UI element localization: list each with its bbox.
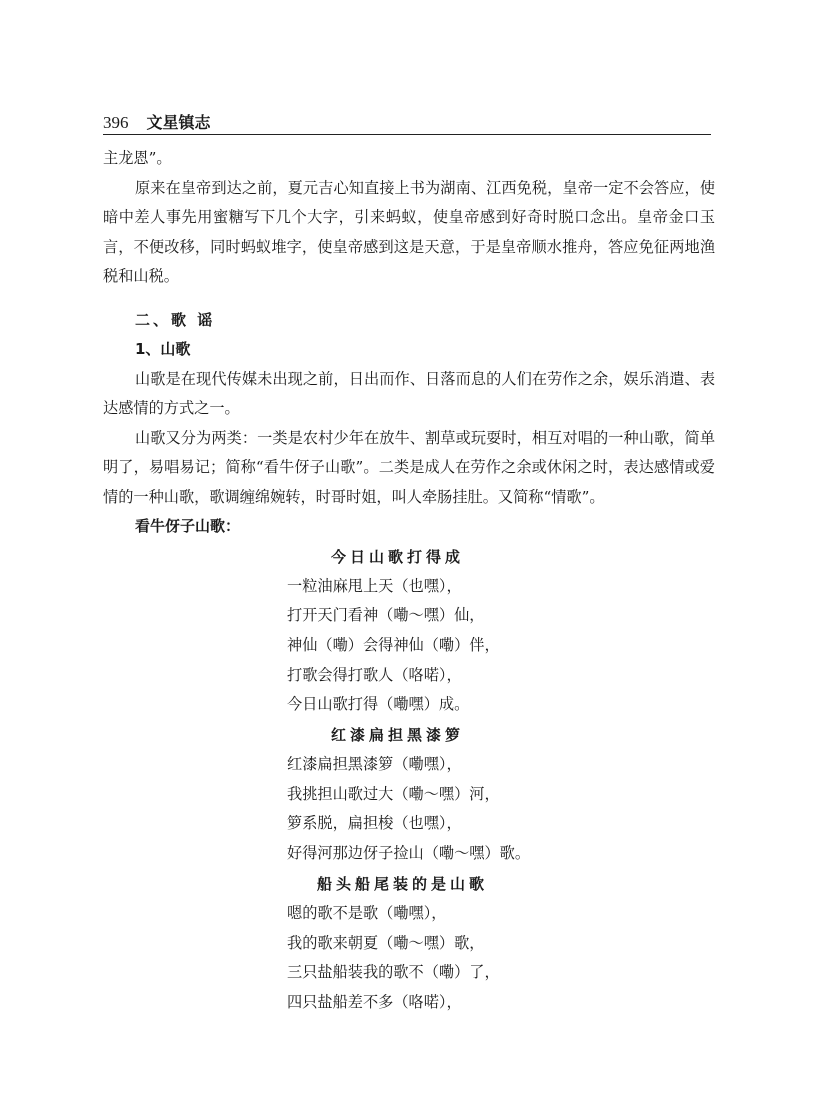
poem-line: 一粒油麻甩上天（也嘿）， [287,576,462,595]
poem-line: 神仙（嘞）会得神仙（嘞）伴， [287,635,500,654]
poem-line: 我挑担山歌过大（嘞～嘿）河， [287,784,500,803]
header-rule [103,134,711,135]
paragraph: 山歌是在现代传媒未出现之前，日出而作、日落而息的人们在劳作之余，娱乐消遣、表达感情的方式之一。 [103,369,715,417]
poem-line: 四只盐船差不多（咯喏）， [287,992,462,1011]
book-title: 文星镇志 [146,113,211,132]
paragraph: 原来在皇帝到达之前，夏元吉心知直接上书为湖南、江西免税，皇帝一定不会答应，使暗中差人事先用蜜糖写下几个大字，引来蚂蚁，使皇帝感到好奇时脱口念出。皇帝金口玉言，不便改移，同时蚂蚁堆字，使皇帝感到这是天意，于是皇帝顺水推舟，答应免征两地渔税和山税。 [103,178,715,285]
section-heading: 二、歌 谣 [135,310,216,329]
poem-title: 红漆扁担黑漆箩 [331,726,465,745]
poem-title: 今日山歌打得成 [331,547,465,566]
subsection-heading: 1、山歌 [135,340,191,358]
poem-line: 我的歌来朝夏（嘞～嘿）歌， [287,933,485,952]
poem [103,869,715,1018]
poem [103,542,715,721]
poem-line: 三只盐船装我的歌不（嘞）了， [287,963,500,982]
poem-line: 今日山歌打得（嘞嘿）成。 [287,695,470,714]
page-number: 396 [103,113,129,132]
body-text [103,144,715,1018]
paragraph: 山歌又分为两类：一类是农村少年在放牛、割草或玩耍时，相互对唱的一种山歌，简单明了，易唱易记；简称“看牛伢子山歌”。二类是成人在劳作之余或休闲之时，表达感情或爱情的一种山歌，歌调缠绵婉转，时哥时姐，叫人牵肠挂肚。又简称“情歌”。 [103,428,715,506]
spacer [103,292,715,306]
poem-line: 好得河那边伢子捡山（嘞～嘿）歌。 [287,844,530,863]
page-header [103,112,711,134]
poem-line: 打开天门看神（嘞～嘿）仙， [287,606,485,625]
poem-line: 箩系脱，扁担梭（也嘿）， [287,814,462,833]
poem-line: 打歌会得打歌人（咯喏）， [287,665,462,684]
poem-line: 红漆扁担黑漆箩（嘞嘿）， [287,755,462,774]
song-intro-label: 看牛伢子山歌： [135,517,241,535]
paragraph: 主龙恩”。 [103,149,172,167]
poem [103,720,715,869]
poem-title: 船头船尾装的是山歌 [317,874,489,893]
poem-line: 嗯的歌不是歌（嘞嘿）， [287,903,447,922]
